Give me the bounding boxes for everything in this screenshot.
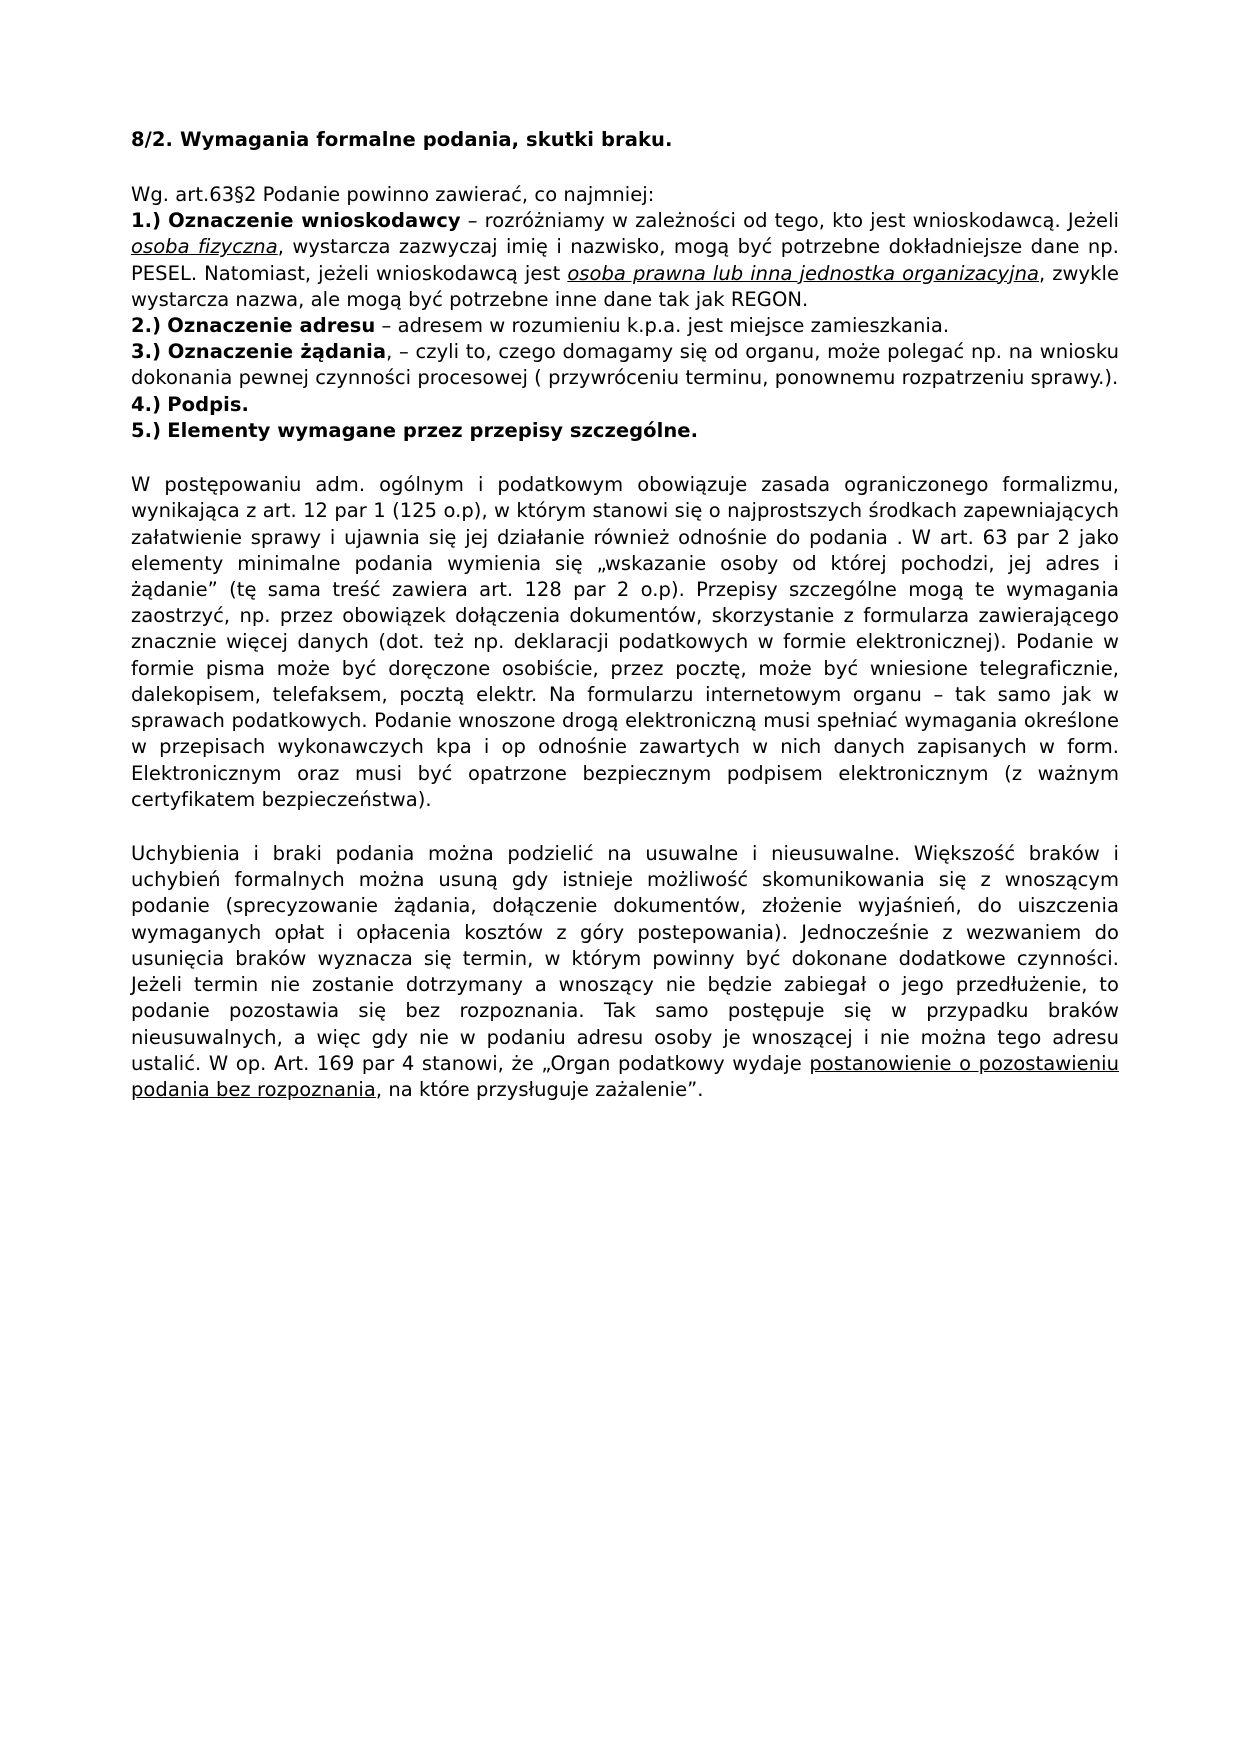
page-title: 8/2. Wymagania formalne podania, skutki braku. xyxy=(131,128,673,151)
paragraph-braki-underlined: postanowienie o pozostawieniu podania bez rozpoznania xyxy=(131,1051,1119,1101)
requirement-2-title: Oznaczenie adresu xyxy=(167,314,376,338)
requirement-3-title: Oznaczenie żądania xyxy=(167,340,387,364)
requirement-3-text: , – czyli to, czego domagamy się od organu, może polegać np. na wniosku dokonania pewnej czynności procesowej ( przywróceniu terminu, ponownemu rozpatrzeniu sprawy.). xyxy=(131,340,1120,390)
intro-line-text: Wg. art.63§2 Podanie powinno zawierać, co najmniej: xyxy=(131,182,655,206)
paragraph-braki xyxy=(131,841,1119,1103)
requirement-item-3 xyxy=(131,339,1119,391)
requirement-1-text-a: – rozróżniamy w zależności od tego, kto jest wnioskodawcą. Jeżeli xyxy=(460,209,1120,233)
requirement-1-text-c: , zwykle wystarcza nazwa, ale mogą być potrzebne inne dane tak jak REGON. xyxy=(131,261,1119,311)
requirement-item-1 xyxy=(131,208,1119,313)
paragraph-formalizm: W postępowaniu adm. ogólnym i podatkowym obowiązuje zasada ograniczonego formalizmu, wynikająca z art. 12 par 1 (125 o.p), w którym stanowi się o najprostszych środkach zapewniających załatwienie sprawy i ujawnia się jej działanie również odnośnie do podania . W art. 63 par 2 jako elementy minimalne podania wymienia się „wskazanie osoby od której pochodzi, jej adres i żądanie” (tę sama treść zawiera art. 128 par 2 o.p). Przepisy szczególne mogą te wymagania zaostrzyć, np. przez obowiązek dołączenia dokumentów, skorzystanie z formularza zawierającego znacznie więcej danych (dot. też np. deklaracji podatkowych w formie elektronicznej). Podanie w formie pisma może być doręczone osobiście, przez pocztę, może być wniesione telegraficznie, dalekopisem, telefaksem, pocztą elektr. Na formularzu internetowym organu – tak samo jak w sprawach podatkowych. Podanie wnoszone drogą elektroniczną musi spełniać wymagania określone w przepisach wykonawczych kpa i op odnośnie zawartych w nich danych zapisanych w form. Elektronicznym oraz musi być opatrzone bezpiecznym podpisem elektronicznym (z ważnym certyfikatem bezpieczeństwa). xyxy=(131,473,1119,811)
requirement-1-emphasis-a: osoba fizyczna xyxy=(131,235,278,259)
paragraph-spacer-2 xyxy=(131,813,1119,841)
requirement-2-number: 2.) xyxy=(131,314,162,338)
document-body xyxy=(131,128,1119,1103)
intro-line xyxy=(131,182,1119,208)
requirement-1-title: Oznaczenie wnioskodawcy xyxy=(168,209,461,233)
requirement-4-title: Podpis. xyxy=(167,392,249,416)
paragraph-braki-text-b: , na które przysługuje zażalenie”. xyxy=(375,1077,704,1101)
requirement-item-4 xyxy=(131,392,1119,418)
requirement-5-number: 5.) xyxy=(131,418,162,442)
requirement-4-number: 4.) xyxy=(131,392,162,416)
paragraph-spacer-1 xyxy=(131,444,1119,472)
requirement-1-text-b: , wystarcza zazwyczaj imię i nazwisko, mogą być potrzebne dokładniejsze dane np. PESEL. Natomiast, jeżeli wnioskodawcą jest xyxy=(131,235,1119,285)
requirement-1-number: 1.) xyxy=(131,209,162,233)
requirement-1-emphasis-b: osoba prawna lub inna jednostka organizacyjna xyxy=(567,261,1039,285)
requirement-item-5 xyxy=(131,418,1119,444)
requirement-item-2 xyxy=(131,313,1119,339)
requirement-2-text: – adresem w rozumieniu k.p.a. jest miejsce zamieszkania. xyxy=(375,314,950,338)
requirement-5-title: Elementy wymagane przez przepisy szczególne. xyxy=(167,418,699,442)
requirement-3-number: 3.) xyxy=(131,340,162,364)
paragraph-braki-text-a: Uchybienia i braki podania można podzielić na usuwalne i nieusuwalne. Większość braków i uchybień formalnych można usuną gdy istnieje możliwość skomunikowania się z wnoszącym podanie (sprecyzowanie żądania, dołączenie dokumentów, złożenie wyjaśnień, do uiszczenia wymaganych opłat i opłacenia kosztów z góry postepowania). Jednocześnie z wezwaniem do usunięcia braków wyznacza się termin, w którym powinny być dokonane dodatkowe czynności. Jeżeli termin nie zostanie dotrzymany a wnoszący nie będzie zabiegał o jego przedłużenie, to podanie pozostawia się bez rozpoznania. Tak samo postępuje się w przypadku braków nieusuwalnych, a więc gdy nie w podaniu adresu osoby je wnoszącej i nie można tego adresu ustalić. W op. Art. 169 par 4 stanowi, że „Organ podatkowy wydaje xyxy=(131,841,1119,1075)
